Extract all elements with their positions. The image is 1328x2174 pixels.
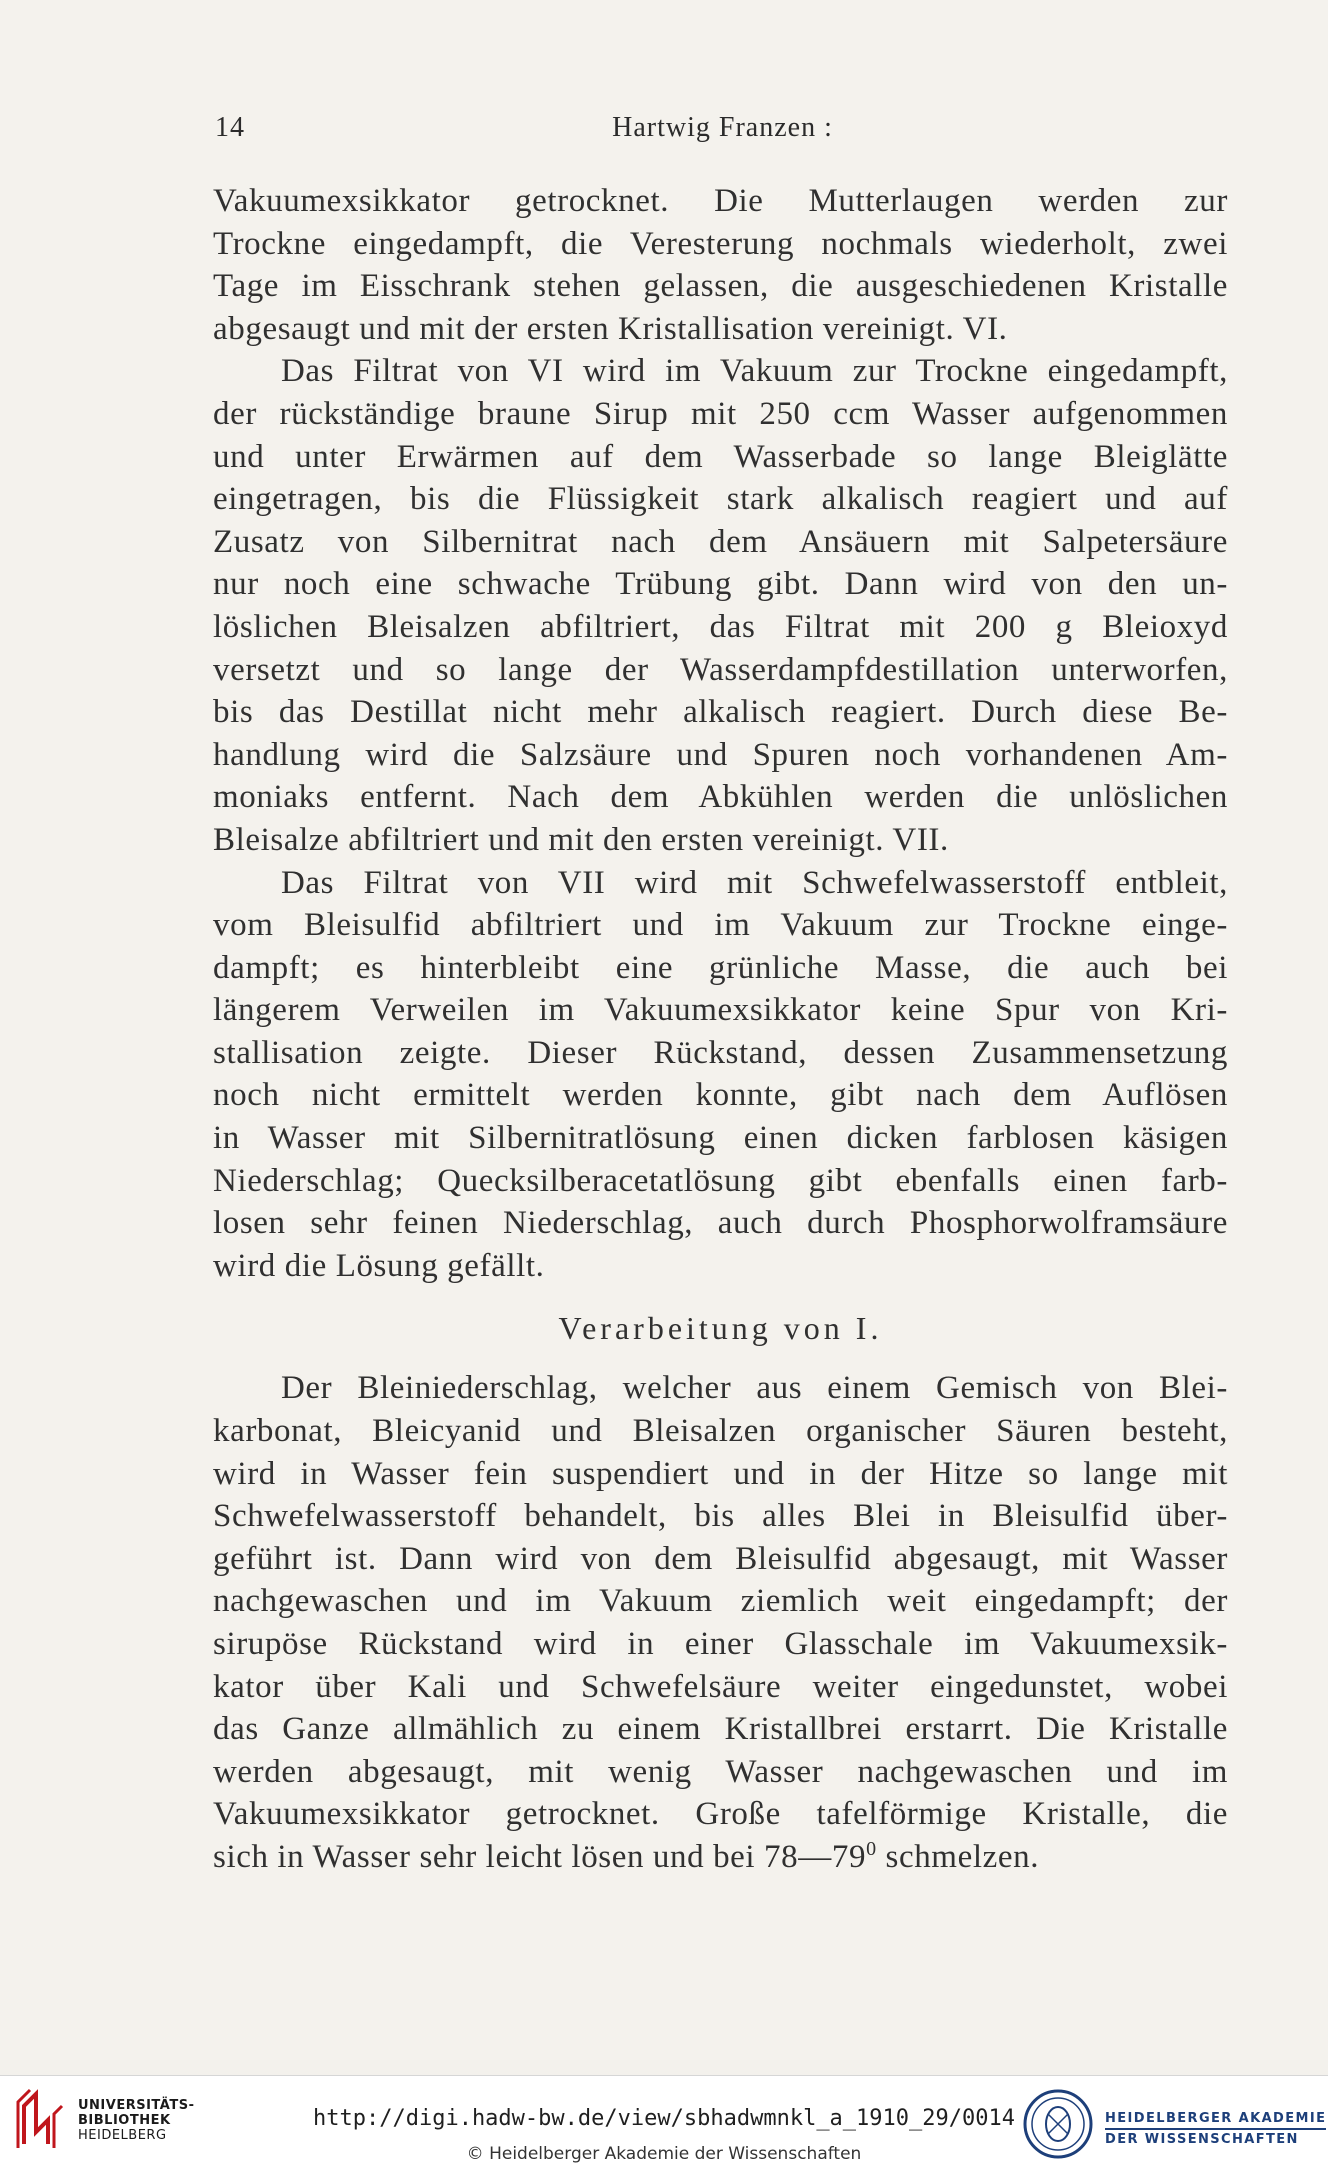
page-header <box>215 112 1230 152</box>
paragraph-1 <box>213 180 1228 350</box>
text-line: karbonat, Bleicyanid und Bleisalzen organischer Säuren besteht, <box>213 1413 1228 1450</box>
paragraph-3 <box>213 862 1228 1288</box>
text-line: Zusatz von Silbernitrat nach dem Ansäuern mit Salpetersäure <box>213 523 1228 560</box>
text-line: Trockne eingedampft, die Veresterung nochmals wiederholt, zwei <box>213 225 1228 262</box>
text-line: Schwefelwasserstoff behandelt, bis alles Blei in Bleisulfid über- <box>213 1498 1228 1535</box>
text-line: längerem Verweilen im Vakuumexsikkator keine Spur von Kri- <box>213 992 1228 1029</box>
degree-superscript: 0 <box>866 1837 877 1860</box>
text-line: noch nicht ermittelt werden konnte, gibt nach dem Auflösen <box>213 1077 1228 1114</box>
text-line: geführt ist. Dann wird von dem Bleisulfid abgesaugt, mit Wasser <box>213 1540 1228 1577</box>
academy-divider <box>1105 2128 1326 2130</box>
text-line: das Ganze allmählich zu einem Kristallbrei erstarrt. Die Kristalle <box>213 1711 1228 1748</box>
text-line: wird die Lösung gefällt. <box>213 1247 545 1284</box>
text-line: stallisation zeigte. Dieser Rückstand, dessen Zusammensetzung <box>213 1034 1228 1071</box>
text-line: Vakuumexsikkator getrocknet. Die Mutterlaugen werden zur <box>213 183 1228 219</box>
text-line: dampft; es hinterbleibt eine grünliche Masse, die auch bei <box>213 949 1228 986</box>
text-line: losen sehr feinen Niederschlag, auch durch Phosphorwolframsäure <box>213 1205 1228 1242</box>
last-line-text: sich in Wasser sehr leicht lösen und bei 78—79 <box>213 1838 867 1875</box>
text-line: Bleisalze abfiltriert und mit den ersten vereinigt. VII. <box>213 821 949 858</box>
academy-seal-icon <box>1022 2088 1094 2160</box>
paragraph-2 <box>213 350 1228 861</box>
text-line: abgesaugt und mit der ersten Kristallisation vereinigt. VI. <box>213 310 1008 347</box>
ub-line: BIBLIOTHEK <box>78 2113 171 2128</box>
ub-line: UNIVERSITÄTS- <box>78 2098 195 2113</box>
text-line: der rückständige braune Sirup mit 250 ccm Wasser aufgenommen <box>213 395 1228 432</box>
text-line: nachgewaschen und im Vakuum ziemlich weit eingedampft; der <box>213 1583 1228 1620</box>
text-line: Der Bleiniederschlag, welcher aus einem Gemisch von Blei- <box>281 1370 1228 1407</box>
paragraph-4 <box>213 1367 1228 1878</box>
text-line: löslichen Bleisalzen abfiltriert, das Filtrat mit 200 g Bleioxyd <box>213 608 1228 645</box>
running-title: Hartwig Franzen : <box>612 112 833 143</box>
library-footer <box>0 2075 1328 2174</box>
text-line: Niederschlag; Quecksilberacetatlösung gibt ebenfalls einen farb- <box>213 1162 1228 1199</box>
text-line: und unter Erwärmen auf dem Wasserbade so lange Bleiglätte <box>213 438 1228 475</box>
text-line: in Wasser mit Silbernitratlösung einen dicken farblosen käsigen <box>213 1120 1228 1157</box>
academy-line: HEIDELBERGER AKADEMIE <box>1105 2111 1327 2126</box>
text-line: Vakuumexsikkator getrocknet. Große tafelförmige Kristalle, die <box>213 1796 1228 1833</box>
page-number: 14 <box>215 112 245 143</box>
text-line <box>213 1836 1228 1879</box>
text-line: wird in Wasser fein suspendiert und in der Hitze so lange mit <box>213 1455 1228 1492</box>
last-line-suffix: schmelzen. <box>876 1838 1040 1875</box>
text-line: handlung wird die Salzsäure und Spuren noch vorhandenen Am- <box>213 736 1228 773</box>
text-line: werden abgesaugt, mit wenig Wasser nachgewaschen und im <box>213 1753 1228 1790</box>
text-line: moniaks entfernt. Nach dem Abkühlen werden die unlöslichen <box>213 779 1228 816</box>
text-line: bis das Destillat nicht mehr alkalisch reagiert. Durch diese Be- <box>213 694 1228 731</box>
text-line: Das Filtrat von VII wird mit Schwefelwasserstoff entbleit, <box>281 864 1228 901</box>
academy-name <box>1105 2110 1326 2148</box>
academy-line: DER WISSENSCHAFTEN <box>1105 2132 1299 2147</box>
body-text <box>213 180 1228 1879</box>
text-line: vom Bleisulfid abfiltriert und im Vakuum zur Trockne einge- <box>213 907 1228 944</box>
section-heading: Verarbeitung von I. <box>558 1310 883 1347</box>
text-line: Das Filtrat von VI wird im Vakuum zur Trockne eingedampft, <box>281 353 1228 390</box>
text-line: versetzt und so lange der Wasserdampfdestillation unterworfen, <box>213 651 1228 688</box>
ub-line: HEIDELBERG <box>78 2128 167 2143</box>
text-line: sirupöse Rückstand wird in einer Glasschale im Vakuumexsik- <box>213 1626 1228 1662</box>
copyright-notice: © Heidelberger Akademie der Wissenschaften <box>466 2144 862 2164</box>
permalink-url[interactable]: http://digi.hadw-bw.de/view/sbhadwmnkl_a_1910_29/0014 <box>313 2106 1015 2131</box>
text-line: nur noch eine schwache Trübung gibt. Dann wird von den un- <box>213 566 1228 603</box>
text-line: kator über Kali und Schwefelsäure weiter eingedunstet, wobei <box>213 1668 1228 1705</box>
text-line: Tage im Eisschrank stehen gelassen, die ausgeschiedenen Kristalle <box>213 268 1228 305</box>
text-line: eingetragen, bis die Flüssigkeit stark alkalisch reagiert und auf <box>213 481 1228 518</box>
